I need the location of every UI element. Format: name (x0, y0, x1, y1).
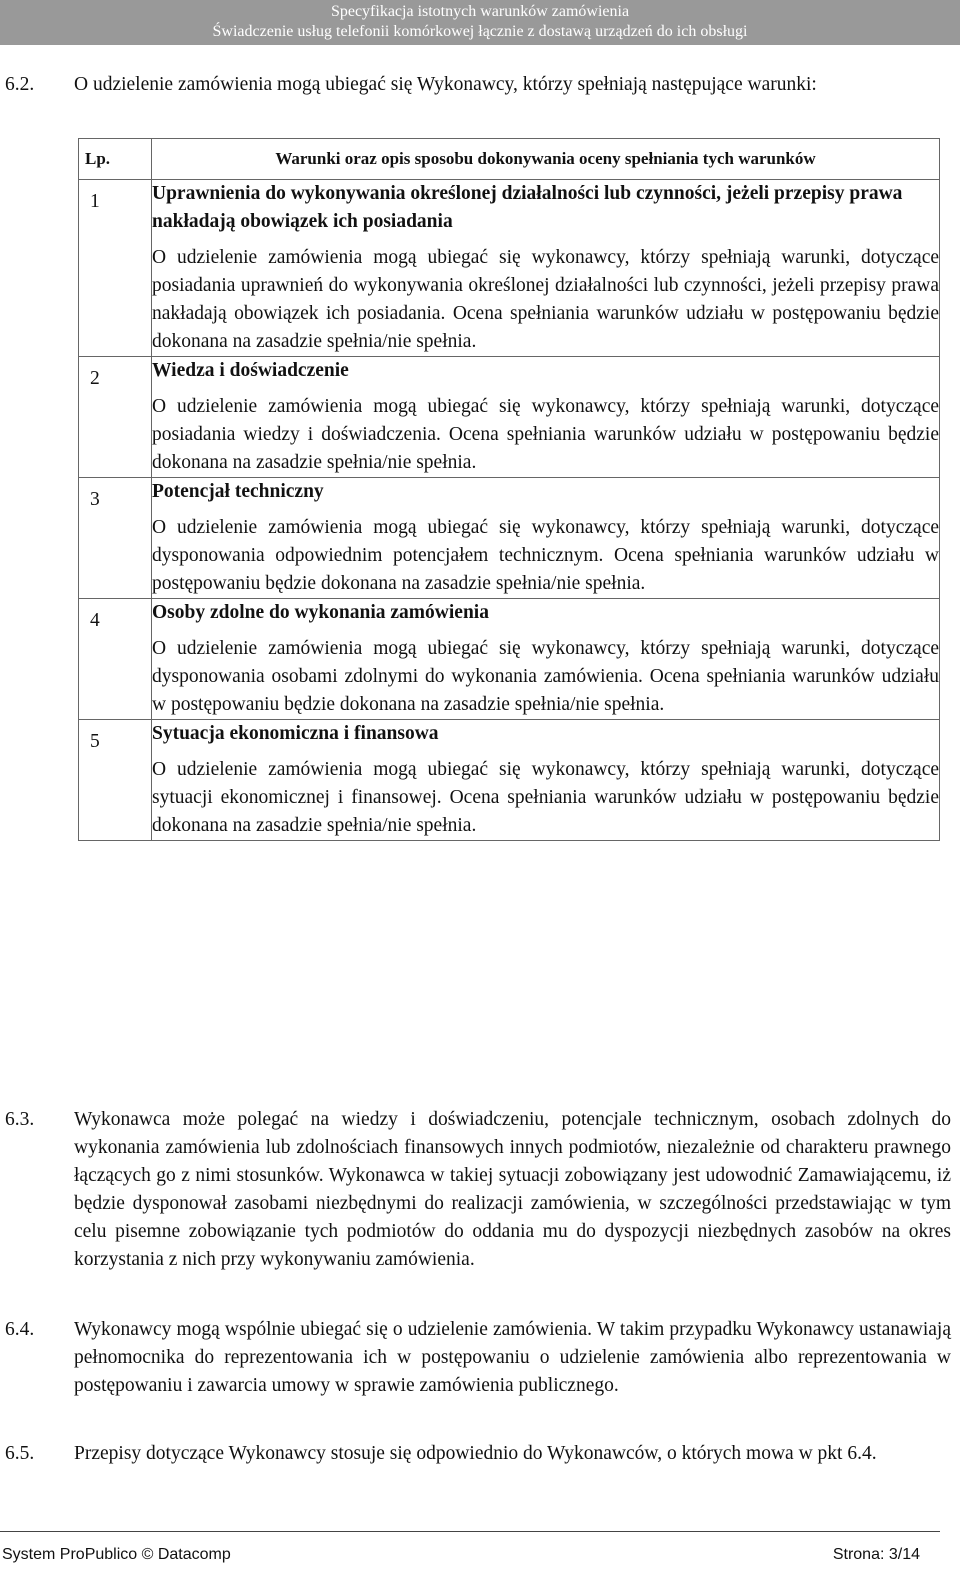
section-text: O udzielenie zamówienia mogą ubiegać się Wykonawcy, którzy spełniają następujące warunki: (74, 74, 817, 95)
column-header-description: Warunki oraz opis sposobu dokonywania oceny spełniania tych warunków (152, 139, 940, 180)
table-row (79, 180, 940, 357)
row-body: O udzielenie zamówienia mogą ubiegać się wykonawcy, którzy spełniają warunki, dotyczące sytuacji ekonomicznej i finansowej. Ocena spełniania warunków udziału w postępowaniu będzie dokonana na zasadzie spełnia/nie spełnia. (152, 759, 939, 836)
row-body: O udzielenie zamówienia mogą ubiegać się wykonawcy, którzy spełniają warunki, dotyczące posiadania uprawnień do wykonywania określonej działalności lub czynności, jeżeli przepisy prawa nakładają obowiązek ich posiadania. Ocena spełniania warunków udziału w postępowaniu będzie dokonana na zasadzie spełnia/nie spełnia. (152, 247, 939, 352)
footer-page-number: Strona: 3/14 (832, 1546, 920, 1563)
table-header-row (79, 139, 940, 180)
footer-divider (0, 1531, 940, 1532)
row-title: Osoby zdolne do wykonania zamówienia (152, 602, 489, 623)
table-row (79, 599, 940, 720)
row-number: 4 (90, 610, 100, 631)
section-number: 6.4. (5, 1319, 35, 1340)
section-text: Wykonawca może polegać na wiedzy i doświadczeniu, potencjale technicznym, osobach zdolnych do wykonania zamówienia lub zdolnościach finansowych innych podmiotów, niezależnie od charakteru prawnego łączących go z nimi stosunków. Wykonawca w takiej sytuacji zobowiązany jest udowodnić Zamawiającemu, iż będzie dysponował zasobami niezbędnymi do realizacji zamówienia, w szczególności przedstawiając w tym celu pisemne zobowiązanie tych podmiotów do oddania mu do dyspozycji niezbędnych zasobów na okres korzystania z nich przy wykonywaniu zamówienia. (74, 1109, 951, 1270)
header-title: Specyfikacja istotnych warunków zamówienia (330, 3, 630, 20)
row-body: O udzielenie zamówienia mogą ubiegać się wykonawcy, którzy spełniają warunki, dotyczące posiadania wiedzy i doświadczenia. Ocena spełniania warunków udziału w postępowaniu będzie dokonana na zasadzie spełnia/nie spełnia. (152, 396, 939, 473)
row-body: O udzielenie zamówienia mogą ubiegać się wykonawcy, którzy spełniają warunki, dotyczące dysponowania osobami zdolnymi do wykonania zamówienia. Ocena spełniania warunków udziału w postępowaniu będzie dokonana na zasadzie spełnia/nie spełnia. (152, 638, 939, 715)
row-title: Wiedza i doświadczenie (152, 360, 349, 381)
row-body: O udzielenie zamówienia mogą ubiegać się wykonawcy, którzy spełniają warunki, dotyczące dysponowania odpowiednim potencjałem technicznym. Ocena spełniania warunków udziału w postępowaniu będzie dokonana na zasadzie spełnia/nie spełnia. (152, 517, 939, 594)
column-header-lp: Lp. (79, 139, 152, 180)
section-text: Przepisy dotyczące Wykonawcy stosuje się odpowiednio do Wykonawców, o których mowa w pkt 6.4. (74, 1443, 877, 1464)
row-title: Potencjał techniczny (152, 481, 324, 502)
table-row (79, 720, 940, 841)
section-number: 6.2. (5, 74, 35, 95)
footer-copyright: System ProPublico © Datacomp (2, 1546, 231, 1563)
table-row (79, 357, 940, 478)
row-number: 1 (90, 191, 100, 212)
document-header (0, 0, 960, 45)
section-number: 6.3. (5, 1109, 35, 1130)
header-subtitle: Świadczenie usług telefonii komórkowej łącznie z dostawą urządzeń do ich obsługi (212, 23, 748, 40)
section-text: Wykonawcy mogą wspólnie ubiegać się o udzielenie zamówienia. W takim przypadku Wykonawcy ustanawiają pełnomocnika do reprezentowania ich w postępowaniu o udzielenie zamówienia albo reprezentowania w postępowaniu i zawarcia umowy w sprawie zamówienia publicznego. (74, 1319, 951, 1396)
table-row (79, 478, 940, 599)
section-number: 6.5. (5, 1443, 35, 1464)
row-number: 2 (90, 368, 100, 389)
row-title: Uprawnienia do wykonywania określonej działalności lub czynności, jeżeli przepisy prawa nakładają obowiązek ich posiadania (152, 183, 903, 232)
row-title: Sytuacja ekonomiczna i finansowa (152, 723, 439, 744)
row-number: 3 (90, 489, 100, 510)
row-number: 5 (90, 731, 100, 752)
requirements-table (78, 138, 940, 841)
